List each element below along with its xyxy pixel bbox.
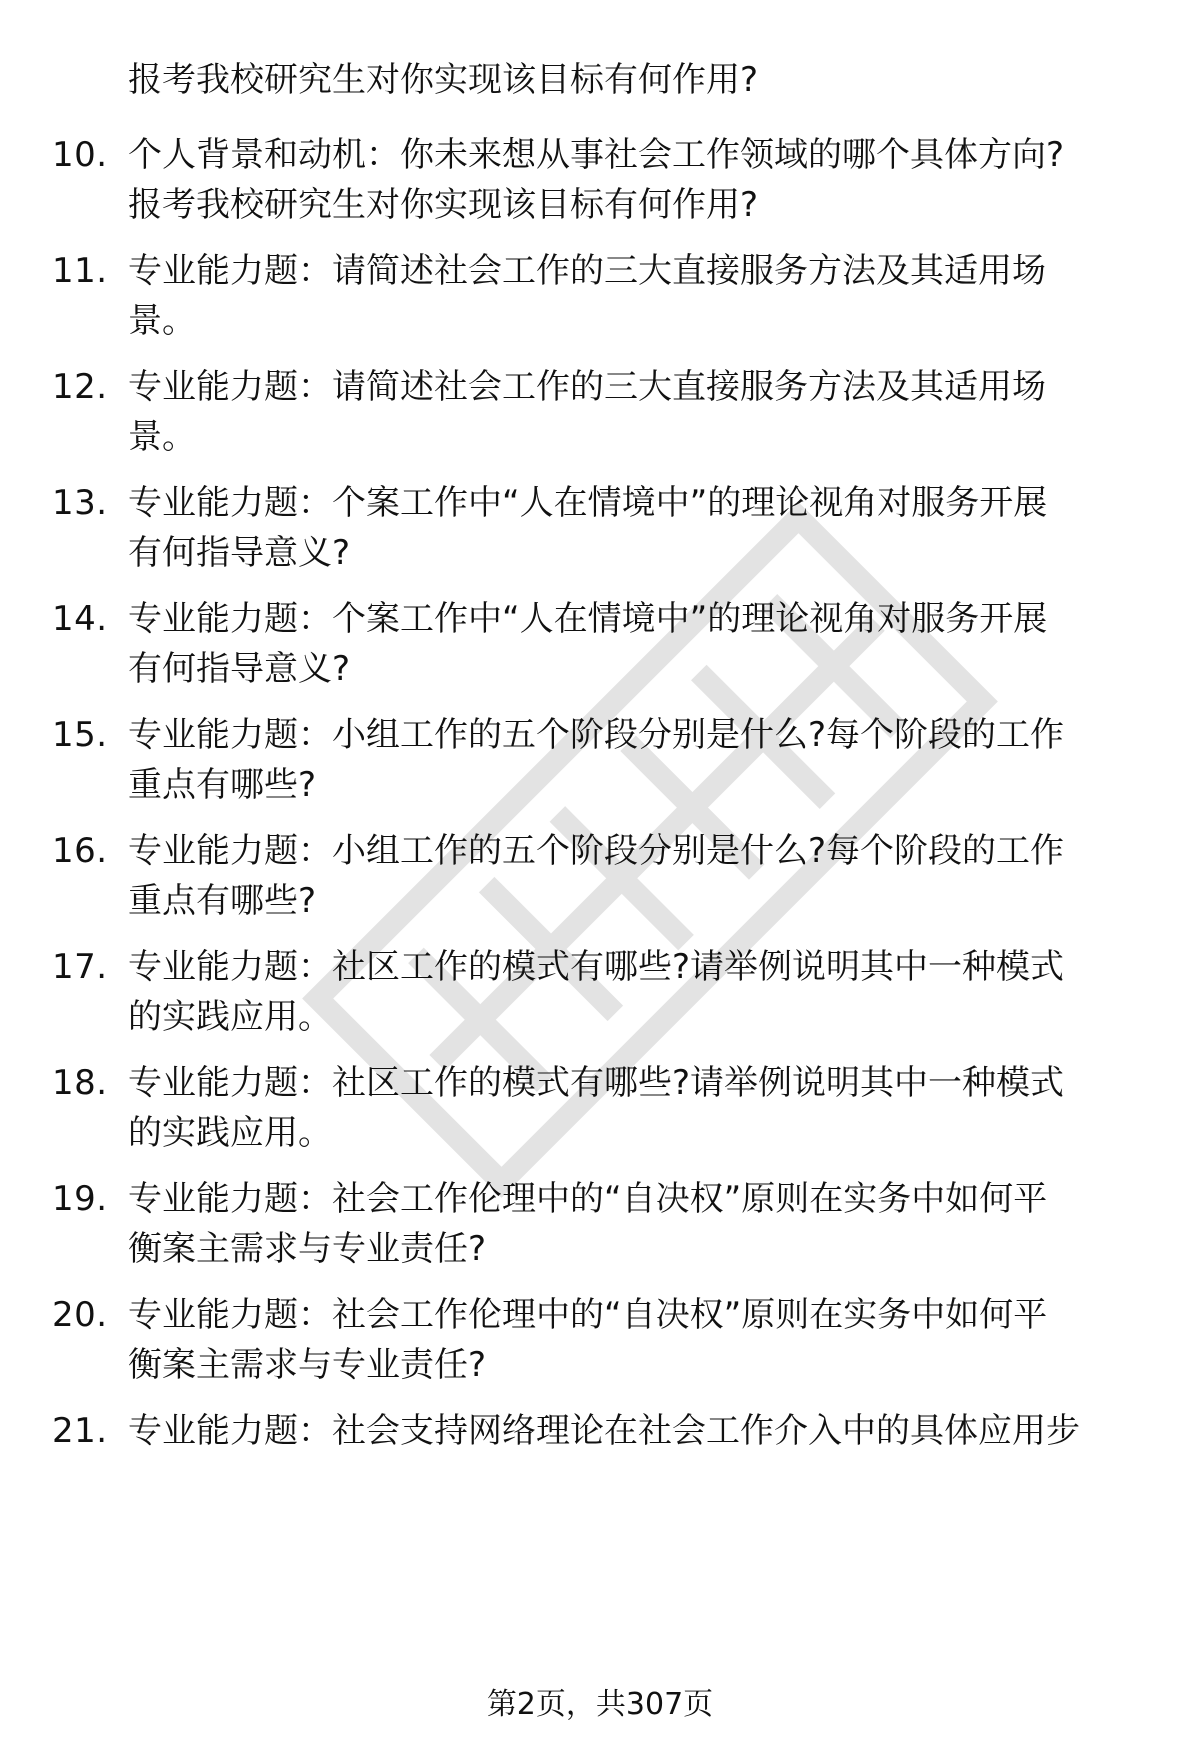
question-line: 专业能力题：社区工作的模式有哪些?请举例说明其中一种模式 xyxy=(128,1063,1065,1103)
question-number: 15. xyxy=(52,715,108,755)
question-line: 专业能力题：社区工作的模式有哪些?请举例说明其中一种模式 xyxy=(128,947,1065,987)
question-line: 衡案主需求与专业责任? xyxy=(128,1345,487,1385)
question-text xyxy=(128,942,1143,1042)
question-text xyxy=(128,710,1143,810)
question-line: 景。 xyxy=(128,417,196,457)
question-line: 个人背景和动机：你未来想从事社会工作领域的哪个具体方向? xyxy=(128,135,1065,175)
question-number: 21. xyxy=(52,1411,108,1451)
question-text xyxy=(128,478,1143,578)
question-text xyxy=(128,1406,1143,1456)
question-text xyxy=(128,130,1143,230)
question-text xyxy=(128,246,1143,346)
question-line: 专业能力题：小组工作的五个阶段分别是什么?每个阶段的工作 xyxy=(128,715,1065,755)
question-line: 的实践应用。 xyxy=(128,997,332,1037)
question-text xyxy=(128,1058,1143,1158)
question-line: 专业能力题：小组工作的五个阶段分别是什么?每个阶段的工作 xyxy=(128,831,1065,871)
question-number: 17. xyxy=(52,947,108,987)
question-number: 18. xyxy=(52,1063,108,1103)
question-line: 专业能力题：社会工作伦理中的“自决权”原则在实务中如何平 xyxy=(128,1179,1048,1219)
question-line: 专业能力题：请简述社会工作的三大直接服务方法及其适用场 xyxy=(128,251,1046,291)
question-number: 13. xyxy=(52,483,108,523)
question-number: 19. xyxy=(52,1179,108,1219)
question-line: 有何指导意义? xyxy=(128,533,351,573)
question-text xyxy=(128,594,1143,694)
question-line: 衡案主需求与专业责任? xyxy=(128,1229,487,1269)
question-line: 景。 xyxy=(128,301,196,341)
question-text xyxy=(128,826,1143,926)
question-line: 专业能力题：个案工作中“人在情境中”的理论视角对服务开展 xyxy=(128,483,1048,523)
question-number: 20. xyxy=(52,1295,108,1335)
question-line: 专业能力题：社会支持网络理论在社会工作介入中的具体应用步 xyxy=(128,1411,1080,1451)
question-number: 12. xyxy=(52,367,108,407)
question-line: 重点有哪些? xyxy=(128,765,317,805)
question-number: 10. xyxy=(52,135,108,175)
question-line: 的实践应用。 xyxy=(128,1113,332,1153)
question-text xyxy=(128,362,1143,462)
question-line: 专业能力题：个案工作中“人在情境中”的理论视角对服务开展 xyxy=(128,599,1048,639)
page-footer: 第2页，共307页 xyxy=(486,1687,714,1722)
question-line: 有何指导意义? xyxy=(128,649,351,689)
question-line: 报考我校研究生对你实现该目标有何作用? xyxy=(128,185,759,225)
question-number: 16. xyxy=(52,831,108,871)
question-line: 重点有哪些? xyxy=(128,881,317,921)
question-continuation-text: 报考我校研究生对你实现该目标有何作用? xyxy=(128,60,759,100)
question-text xyxy=(128,1174,1143,1274)
question-line: 专业能力题：社会工作伦理中的“自决权”原则在实务中如何平 xyxy=(128,1295,1048,1335)
question-text xyxy=(128,1290,1143,1390)
question-number: 11. xyxy=(52,251,108,291)
question-line: 专业能力题：请简述社会工作的三大直接服务方法及其适用场 xyxy=(128,367,1046,407)
question-number: 14. xyxy=(52,599,108,639)
